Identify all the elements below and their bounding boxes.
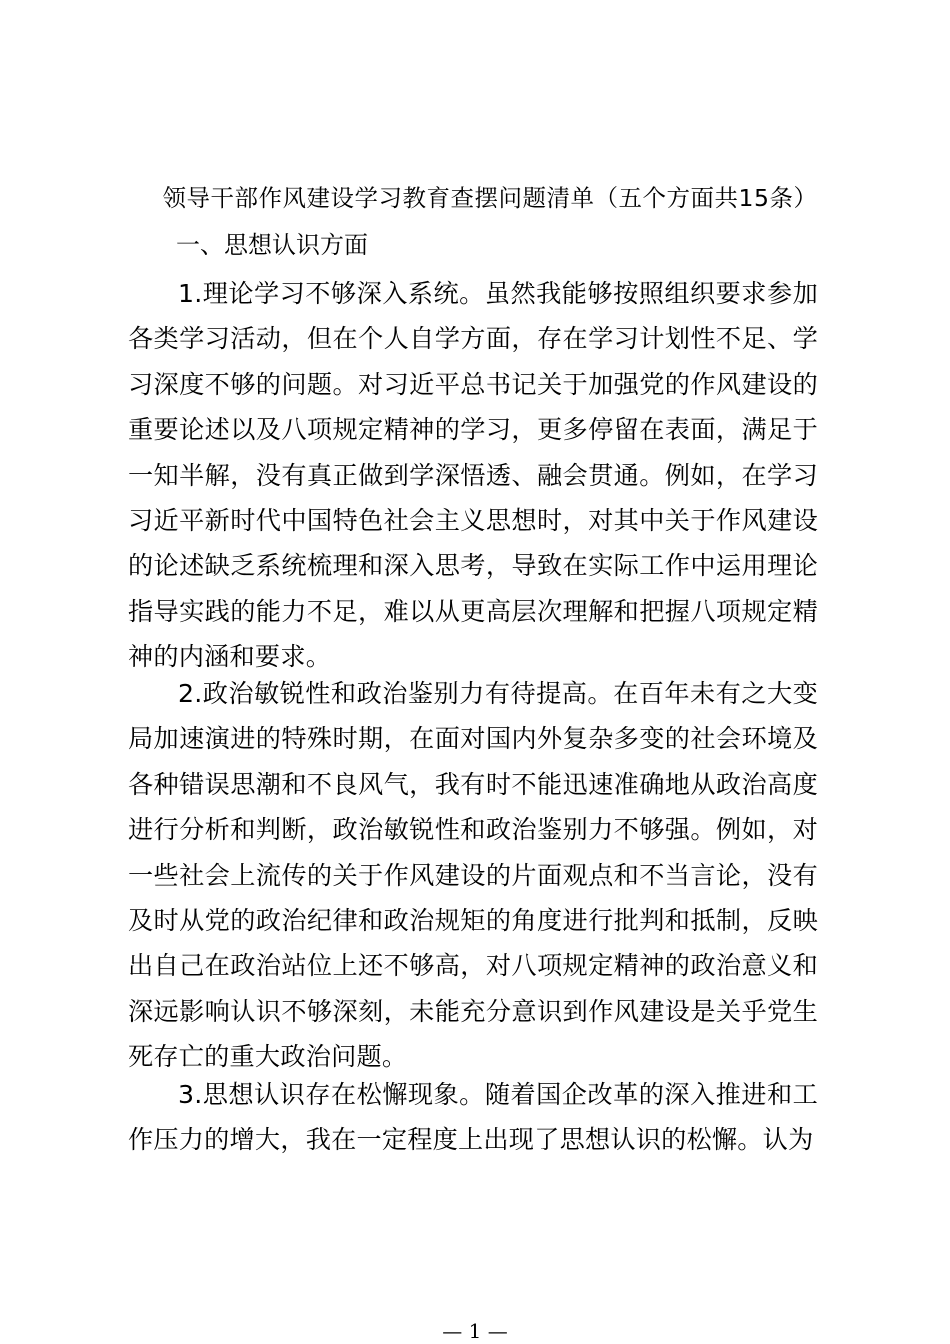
paragraph-1: 1.理论学习不够深入系统。虽然我能够按照组织要求参加各类学习活动，但在个人自学方面，存在学习计划性不足、学习深度不够的问题。对习近平总书记关于加强党的作风建设的重要论述以及八项规定精神的学习，更多停留在表面，满足于一知半解，没有真正做到学深悟透、融会贯通。例如，在学习习近平新时代中国特色社会主义思想时，对其中关于作风建设的论述缺乏系统梳理和深入思考，导致在实际工作中运用理论指导实践的能力不足，难以从更高层次理解和把握八项规定精神的内涵和要求。 — [128, 279, 818, 672]
paragraph-3: 3.思想认识存在松懈现象。随着国企改革的深入推进和工作压力的增大，我在一定程度上出现了思想认识的松懈。认为 — [128, 1080, 818, 1155]
page-number: — 1 — — [442, 1319, 508, 1343]
section-heading: 一、思想认识方面 — [176, 231, 368, 259]
paragraph-2: 2.政治敏锐性和政治鉴别力有待提高。在百年未有之大变局加速演进的特殊时期，在面对国内外复杂多变的社会环境及各种错误思潮和不良风气，我有时不能迅速准确地从政治高度进行分析和判断，政治敏锐性和政治鉴别力不够强。例如，对一些社会上流传的关于作风建设的片面观点和不当言论，没有及时从党的政治纪律和政治规矩的角度进行批判和抵制，反映出自己在政治站位上还不够高，对八项规定精神的政治意义和深远影响认识不够深刻，未能充分意识到作风建设是关乎党生死存亡的重大政治问题。 — [128, 679, 818, 1072]
document-title: 领导干部作风建设学习教育查摆问题清单（五个方面共15条） — [162, 184, 818, 212]
